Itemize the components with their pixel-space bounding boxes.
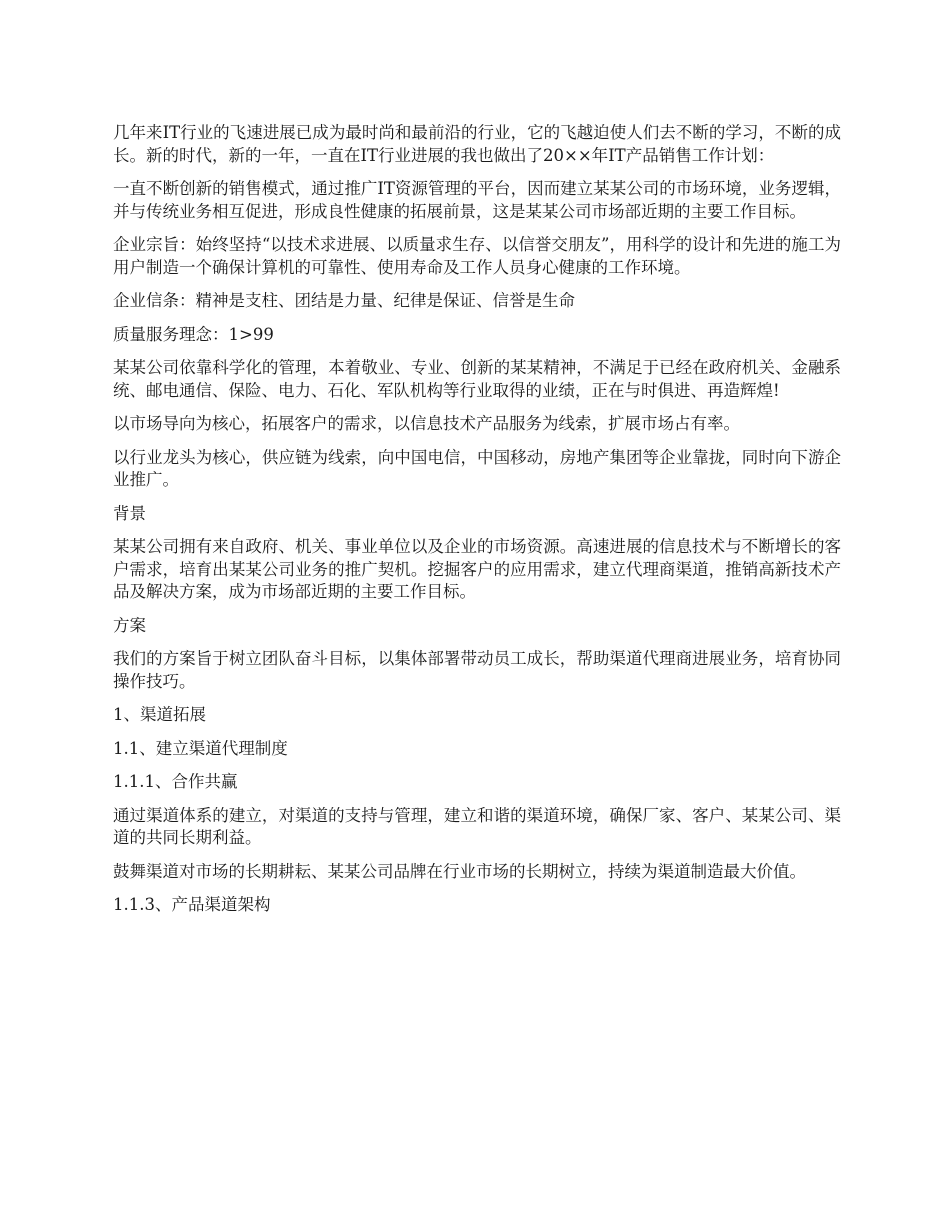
market-orientation-paragraph: 以市场导向为核心，拓展客户的需求，以信息技术产品服务为线索，扩展市场占有率。 [113,414,740,433]
creed-paragraph: 企业信条：精神是支柱、团结是力量、纪律是保证、信誉是生命 [113,291,575,310]
plan-paragraph: 我们的方案旨于树立团队奋斗目标，以集体部署带动员工成长，帮助渠道代理商进展业务，培育协同操作技巧。 [113,649,841,691]
industry-leader-paragraph: 以行业龙头为核心，供应链为线索，向中国电信，中国移动，房地产集团等企业靠拢，同时向下游企业推广。 [113,447,841,489]
intro-paragraph: 几年来IT行业的飞速进展已成为最时尚和最前沿的行业，它的飞越迫使人们去不断的学习，不断的成长。新的时代，新的一年，一直在IT行业进展的我也做出了20××年IT产品销售工作计划： [113,123,841,165]
channel-encourage-paragraph: 鼓舞渠道对市场的长期耕耘、某某公司品牌在行业市场的长期树立，持续为渠道制造最大价值。 [113,861,806,881]
goal-paragraph: 一直不断创新的销售模式，通过推广IT资源管理的平台，因而建立某某公司的市场环境，业务逻辑，并与传统业务相互促进，形成良性健康的拓展前景，这是某某公司市场部近期的主要工作目标。 [113,179,841,221]
document-page [113,122,841,928]
mission-paragraph: 企业宗旨：始终坚持“以技术求进展、以质量求生存、以信誉交朋友”，用科学的设计和先进的施工为用户制造一个确保计算机的可靠性、使用寿命及工作人员身心健康的工作环境。 [113,235,841,277]
section-1-1-3-heading: 1.1.3、产品渠道架构 [113,895,271,914]
plan-heading: 方案 [113,615,146,635]
background-paragraph: 某某公司拥有来自政府、机关、事业单位以及企业的市场资源。高速进展的信息技术与不断增长的客户需求，培育出某某公司业务的推广契机。挖掘客户的应用需求，建立代理商渠道，推销高新技术产品及解决方案，成为市场部近期的主要工作目标。 [113,537,841,601]
section-1-1-1-heading: 1.1.1、合作共赢 [113,772,238,791]
management-paragraph: 某某公司依靠科学化的管理，本着敬业、专业、创新的某某精神，不满足于已经在政府机关、金融系统、邮电通信、保险、电力、石化、军队机构等行业取得的业绩，正在与时俱进、再造辉煌! [113,358,841,400]
section-1-1-heading: 1.1、建立渠道代理制度 [113,738,288,758]
section-1-heading: 1、渠道拓展 [113,705,206,724]
channel-system-paragraph: 通过渠道体系的建立，对渠道的支持与管理，建立和谐的渠道环境，确保厂家、客户、某某公司、渠道的共同长期利益。 [113,805,841,847]
service-philosophy-paragraph: 质量服务理念：1>99 [113,324,274,344]
background-heading: 背景 [113,503,146,523]
